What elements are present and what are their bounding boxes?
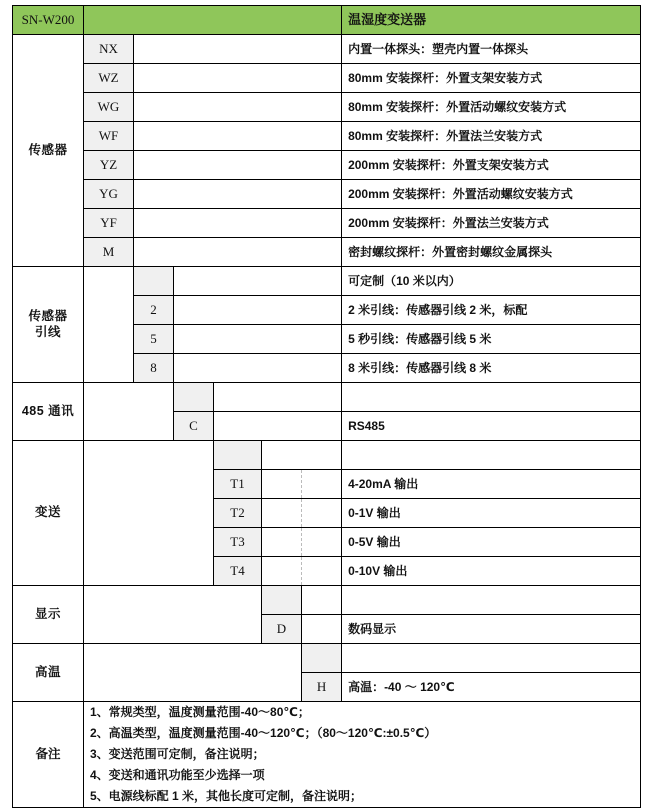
description-cell: 数码显示 [342,615,641,644]
code-cell [214,441,262,470]
table-row [13,238,641,267]
empty-cell [302,586,342,615]
code-cell: YF [84,209,134,238]
description-cell: 密封螺纹探杆：外置密封螺纹金属探头 [342,238,641,267]
category-label-transmit: 变送 [13,441,84,586]
empty-cell [84,267,134,383]
code-cell: 2 [134,296,174,325]
empty-cell [174,267,342,296]
empty-cell [262,557,302,586]
description-cell [342,586,641,615]
description-cell [342,383,641,412]
empty-cell [302,528,342,557]
category-label-sensor: 传感器 [13,35,84,267]
category-label-485: 485 通讯 [13,383,84,441]
notes-body [84,702,641,808]
code-cell: T4 [214,557,262,586]
table-row [13,644,641,673]
empty-cell [84,441,214,586]
description-cell: 5 秒引线：传感器引线 5 米 [342,325,641,354]
table-row [13,267,641,296]
empty-cell [134,93,342,122]
category-label-line: 传感器 [28,308,68,323]
empty-cell [214,412,342,441]
empty-cell [214,383,342,412]
description-cell: 0-5V 输出 [342,528,641,557]
code-cell: M [84,238,134,267]
table-row [13,209,641,238]
empty-cell [134,209,342,238]
code-cell: T2 [214,499,262,528]
description-cell: 可定制（10 米以内） [342,267,641,296]
empty-cell [302,470,342,499]
description-cell: 0-1V 输出 [342,499,641,528]
description-cell: 内置一体探头：塑壳内置一体探头 [342,35,641,64]
table-row [13,93,641,122]
empty-cell [134,180,342,209]
description-cell: 80mm 安装探杆：外置支架安装方式 [342,64,641,93]
code-cell: WF [84,122,134,151]
table-row [13,35,641,64]
description-cell [342,644,641,673]
category-label-line: 引线 [34,324,61,339]
note-item: 4、变送和通讯功能至少选择一项 [90,768,265,782]
empty-cell [302,499,342,528]
code-cell [302,644,342,673]
empty-cell [302,557,342,586]
empty-cell [134,151,342,180]
empty-cell [134,122,342,151]
table-row [13,441,641,470]
description-cell: 80mm 安装探杆：外置活动螺纹安装方式 [342,93,641,122]
empty-cell [174,354,342,383]
empty-cell [84,383,174,441]
code-cell: WG [84,93,134,122]
empty-cell [262,470,302,499]
table-row [13,180,641,209]
category-label-high-temp: 高温 [13,644,84,702]
table-header-row [13,6,641,35]
code-cell: NX [84,35,134,64]
description-cell: 200mm 安装探杆：外置法兰安装方式 [342,209,641,238]
empty-cell [302,615,342,644]
empty-cell [174,325,342,354]
description-cell: 0-10V 输出 [342,557,641,586]
description-cell: 2 米引线：传感器引线 2 米，标配 [342,296,641,325]
empty-cell [134,35,342,64]
notes-label: 备注 [13,702,84,808]
code-cell [134,267,174,296]
empty-cell [174,296,342,325]
empty-cell [262,441,342,470]
empty-cell [134,64,342,93]
description-cell [342,441,641,470]
empty-cell [84,644,302,702]
empty-cell [134,238,342,267]
table-row [13,151,641,180]
category-label-sensor-lead [13,267,84,383]
description-cell: 8 米引线：传感器引线 8 米 [342,354,641,383]
note-item: 5、电源线标配 1 米，其他长度可定制，备注说明； [90,789,363,803]
note-item: 2、高温类型，温度测量范围-40～120℃；（80～120℃:±0.5℃） [90,726,437,740]
description-cell: RS485 [342,412,641,441]
description-cell: 200mm 安装探杆：外置支架安装方式 [342,151,641,180]
code-cell: YG [84,180,134,209]
code-cell: H [302,673,342,702]
empty-cell [84,586,262,644]
description-cell: 200mm 安装探杆：外置活动螺纹安装方式 [342,180,641,209]
code-cell [262,586,302,615]
table-row [13,586,641,615]
description-cell: 80mm 安装探杆：外置法兰安装方式 [342,122,641,151]
table-row [13,122,641,151]
header-product-name: 温湿度变送器 [342,6,641,35]
code-cell: C [174,412,214,441]
header-model-code: SN-W200 [13,6,84,35]
empty-cell [262,528,302,557]
note-item: 3、变送范围可定制，备注说明； [90,747,265,761]
description-cell: 4-20mA 输出 [342,470,641,499]
header-spacer [84,6,342,35]
code-cell [174,383,214,412]
empty-cell [262,499,302,528]
code-cell: YZ [84,151,134,180]
notes-list [90,702,634,807]
notes-row [13,702,641,808]
table-row [13,383,641,412]
note-item: 1、常规类型，温度测量范围-40～80℃； [90,705,310,719]
code-cell: T1 [214,470,262,499]
code-cell: T3 [214,528,262,557]
code-cell: 8 [134,354,174,383]
product-model-selection-table [12,5,641,808]
category-label-display: 显示 [13,586,84,644]
code-cell: D [262,615,302,644]
code-cell: WZ [84,64,134,93]
description-cell: 高温：-40 ～ 120℃ [342,673,641,702]
table-row [13,64,641,93]
code-cell: 5 [134,325,174,354]
